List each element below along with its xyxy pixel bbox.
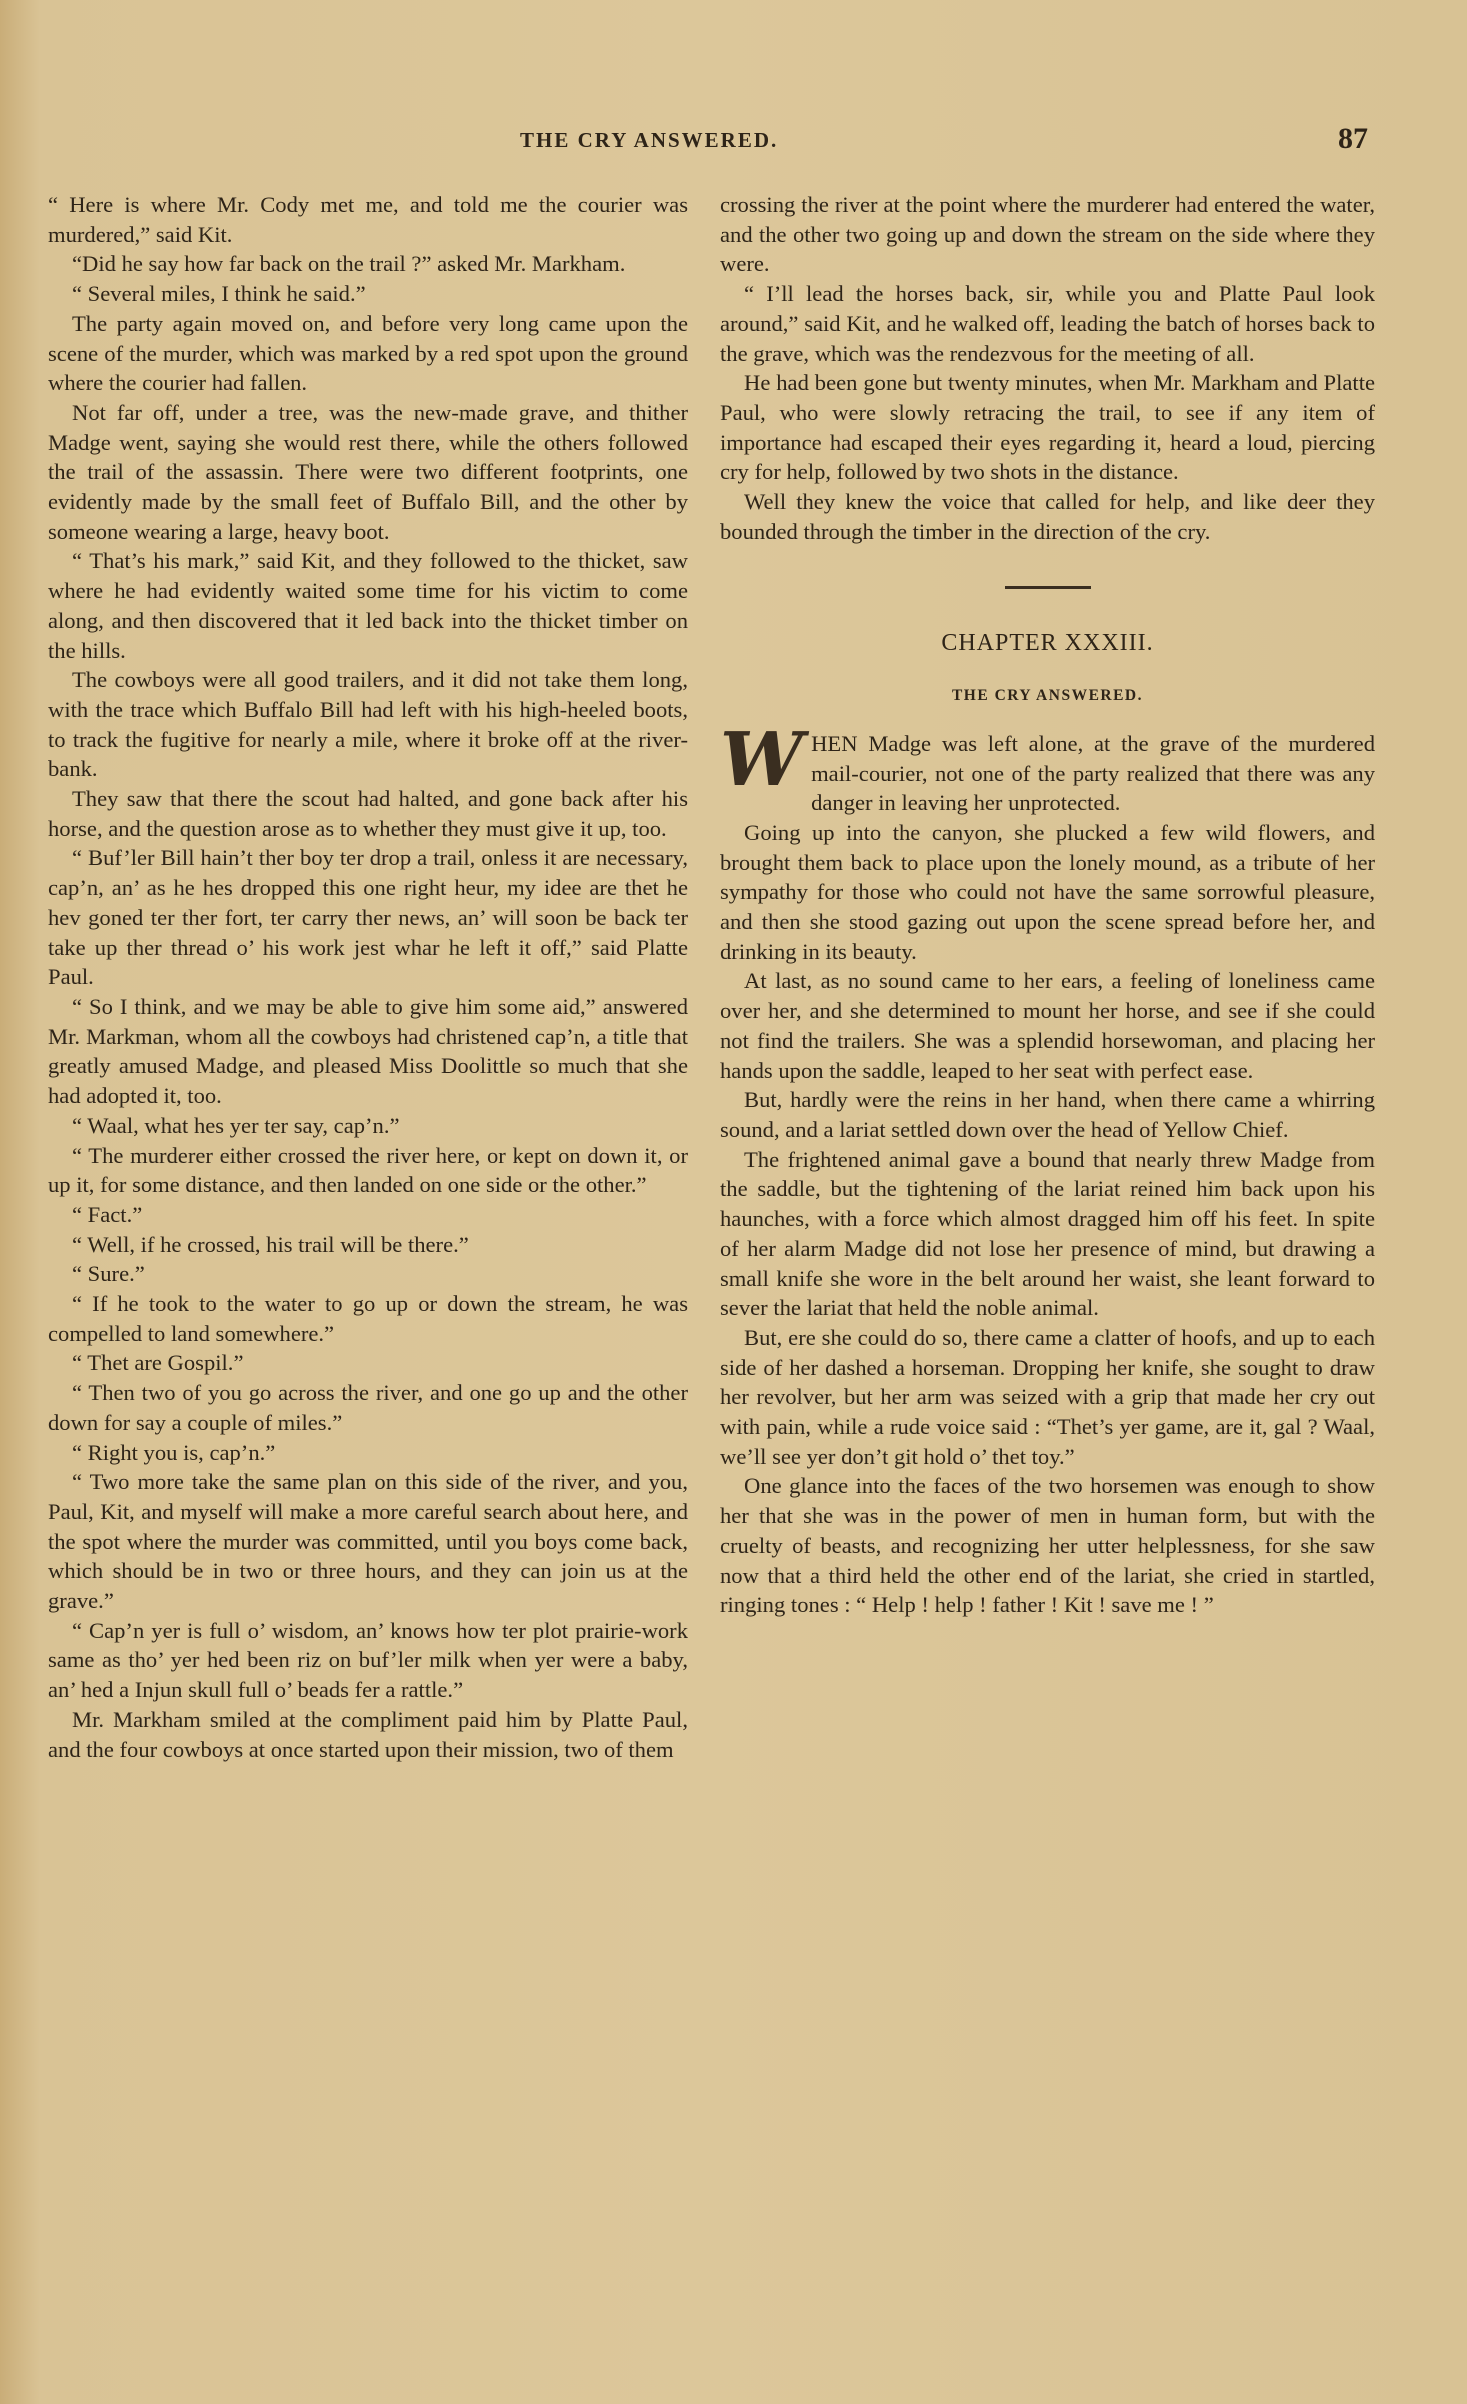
- paragraph: “ If he took to the water to go up or down the stream, he was compelled to land somewhere.”: [48, 1291, 688, 1346]
- right-column: [720, 190, 1375, 2290]
- paragraph: They saw that there the scout had halted, and gone back after his horse, and the question arose as to whether they must give it up, too.: [48, 786, 688, 841]
- paragraph: The cowboys were all good trailers, and it did not take them long, with the trace which Buffalo Bill had left with his high-heeled boots, to track the fugitive for nearly a mile, where it broke off at the river-bank.: [48, 667, 688, 782]
- paragraph: “ I’ll lead the horses back, sir, while you and Platte Paul look around,” said Kit, and he walked off, leading the batch of horses back to the grave, which was the rendezvous for the meeting of all.: [720, 281, 1375, 366]
- chapter-subtitle: THE CRY ANSWERED.: [951, 687, 1144, 705]
- paragraph: But, hardly were the reins in her hand, when there came a whirring sound, and a lariat settled down over the head of Yellow Chief.: [720, 1087, 1375, 1142]
- paragraph: “ Then two of you go across the river, and one go up and the other down for say a couple of miles.”: [48, 1380, 688, 1435]
- paragraph: The frightened animal gave a bound that nearly threw Madge from the saddle, but the tightening of the lariat reined him back upon his haunches, with a force which almost dragged him off his feet. In spite of her alarm Madge did not lose her presence of mind, but drawing a small knife she wore in the belt around her waist, she leant forward to sever the lariat that held the noble animal.: [720, 1146, 1375, 1321]
- first-word-rest: HEN: [811, 730, 858, 756]
- left-column: [48, 190, 688, 2210]
- paragraph: “ The murderer either crossed the river here, or kept on down it, or up it, for some distance, and then landed on one side or the other.”: [48, 1142, 688, 1198]
- paragraph: “ That’s his mark,” said Kit, and they followed to the thicket, saw where he had evidently waited some time for his victim to come along, and then discovered that it led back into the thicket timber on the hills.: [48, 548, 688, 663]
- paragraph: “ Here is where Mr. Cody met me, and told me the courier was murdered,” said Kit.: [48, 192, 688, 247]
- paragraph: “Did he say how far back on the trail ?” asked Mr. Markham.: [72, 251, 626, 277]
- running-title: THE CRY ANSWERED.: [520, 128, 779, 152]
- paragraph: At last, as no sound came to her ears, a feeling of loneliness came over her, and she determined to mount her horse, and see if she could not find the trailers. She was a splendid horsewoman, and placing her hands upon the saddle, leaped to her seat with perfect ease.: [720, 968, 1375, 1083]
- paragraph: “ Right you is, cap’n.”: [72, 1439, 276, 1465]
- page-number: 87: [1338, 122, 1368, 155]
- paragraph: He had been gone but twenty minutes, when Mr. Markham and Platte Paul, who were slowly retracing the trail, to see if any item of importance had escaped their eyes regarding it, heard a loud, piercing cry for help, followed by two shots in the distance.: [720, 370, 1375, 485]
- paragraph-continuation: crossing the river at the point where the murderer had entered the water, and the other two going up and down the stream on the side where they were.: [720, 192, 1375, 277]
- paragraph: “ Fact.”: [72, 1201, 143, 1227]
- page-header: [0, 122, 1467, 168]
- paragraph: “ So I think, and we may be able to give him some aid,” answered Mr. Markman, whom all the cowboys had christened cap’n, a title that greatly amused Madge, and pleased Miss Doolittle so much that she had adopted it, too.: [48, 993, 688, 1109]
- paragraph: “ Well, if he crossed, his trail will be there.”: [72, 1231, 469, 1257]
- paragraph: “ Thet are Gospil.”: [72, 1350, 244, 1376]
- chapter-first-paragraph: [720, 716, 1375, 818]
- drop-cap: W: [720, 716, 804, 803]
- paragraph: The party again moved on, and before very long came upon the scene of the murder, which was marked by a red spot upon the ground where the courier had fallen.: [48, 310, 688, 396]
- paragraph: “ Two more take the same plan on this side of the river, and you, Paul, Kit, and myself will make a more careful search about here, and the spot where the murder was committed, until you boys come back, which should be in two or three hours, and they can join us at the grave.”: [48, 1469, 688, 1614]
- first-paragraph-rest: Madge was left alone, at the grave of the murdered mail-courier, not one of the party realized that there was any danger in leaving her unprotected.: [811, 730, 1375, 816]
- paragraph: Going up into the canyon, she plucked a few wild flowers, and brought them back to place upon the lonely mound, as a tribute of her sympathy for those who could not have the same sorrowful pleasure, and then she stood gazing out upon the scene spread before her, and drinking in its beauty.: [720, 819, 1375, 964]
- paragraph: “ Cap’n yer is full o’ wisdom, an’ knows how ter plot prairie-work same as tho’ yer hed been riz on buf’ler milk when yer were a baby, an’ hed a Injun skull full o’ beads fer a rattle.”: [48, 1617, 688, 1703]
- paragraph: “ Buf’ler Bill hain’t ther boy ter drop a trail, onless it are necessary, cap’n, an’ as he hes dropped this one right heur, my idee are thet he hev goned ter ther fort, ter carry ther news, an’ will soon be back ter take up ther thread o’ his work jest whar he left it off,” said Platte Paul.: [48, 845, 688, 990]
- paragraph: One glance into the faces of the two horsemen was enough to show her that she was in the power of men in human form, but with the cruelty of beasts, and recognizing her utter helplessness, for she saw now that a third held the other end of the lariat, she cried in startled, ringing tones : “ Help ! help ! father ! Kit ! save me ! ”: [720, 1473, 1375, 1618]
- paragraph: Well they knew the voice that called for help, and like deer they bounded through the timber in the direction of the cry.: [720, 489, 1375, 544]
- paragraph: “ Several miles, I think he said.”: [72, 281, 366, 307]
- paragraph: “ Sure.”: [72, 1261, 145, 1287]
- paragraph: Mr. Markham smiled at the compliment paid him by Platte Paul, and the four cowboys at once started upon their mission, two of them: [48, 1706, 688, 1762]
- paragraph: Not far off, under a tree, was the new-made grave, and thither Madge went, saying she would rest there, while the others followed the trail of the assassin. There were two different footprints, one evidently made by the small feet of Buffalo Bill, and the other by someone wearing a large, heavy boot.: [48, 399, 688, 544]
- paragraph: “ Waal, what hes yer ter say, cap’n.”: [72, 1112, 400, 1138]
- section-divider: [1005, 586, 1091, 589]
- chapter-heading: CHAPTER XXXIII.: [941, 630, 1154, 657]
- paragraph: But, ere she could do so, there came a clatter of hoofs, and up to each side of her dashed a horseman. Dropping her knife, she sought to draw her revolver, but her arm was seized with a grip that made her cry out with pain, while a rude voice said : “Thet’s yer game, are it, gal ? Waal, we’ll see yer don’t git hold o’ thet toy.”: [720, 1324, 1375, 1469]
